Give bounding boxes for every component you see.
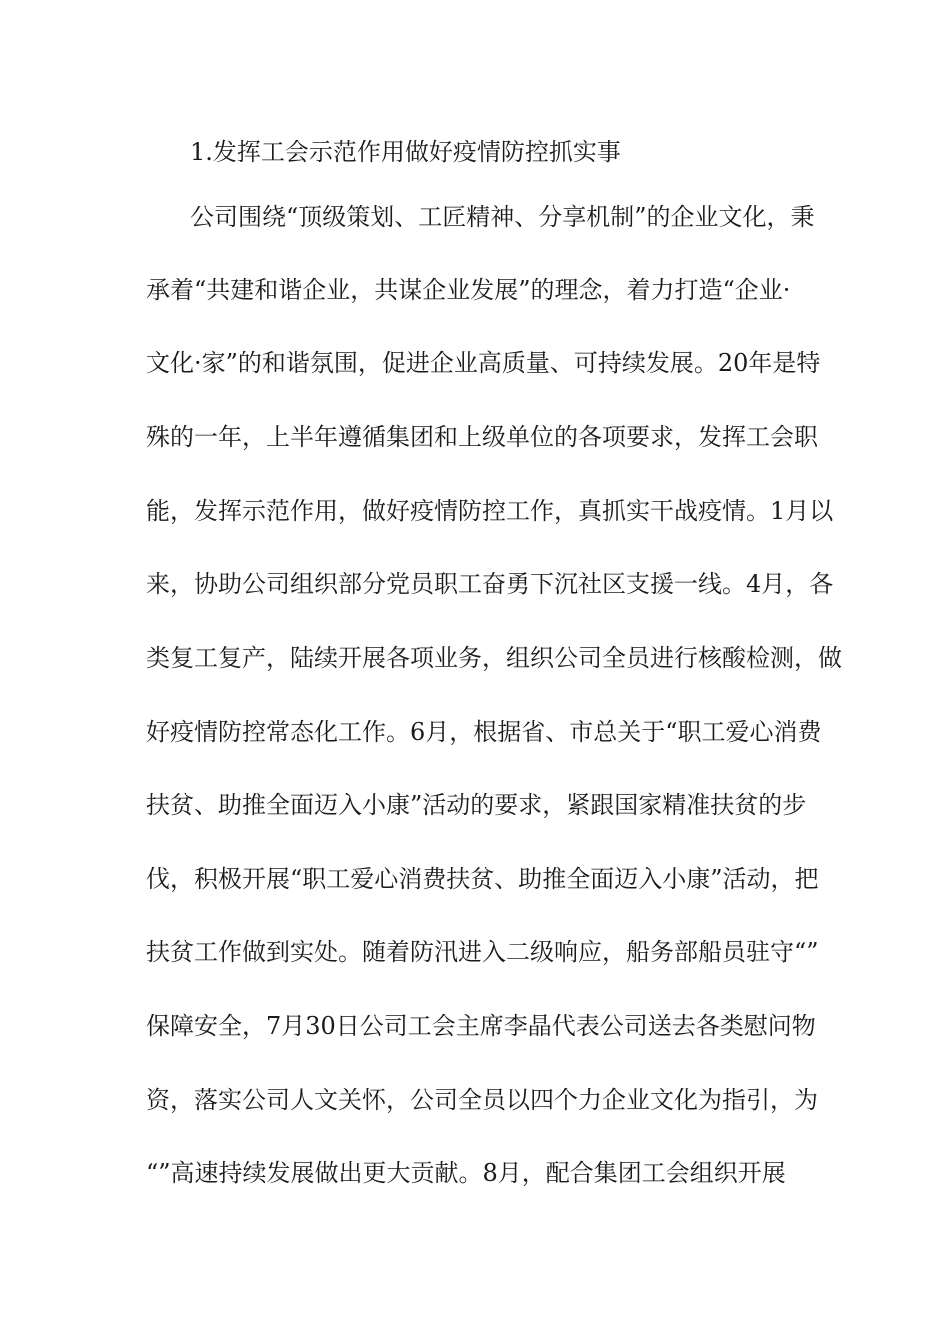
section-heading: 1.发挥工会示范作用做好疫情防控抓实事	[190, 138, 621, 166]
paragraph-line: 能，发挥示范作用，做好疫情防控工作，真抓实干战疫情。1月以	[146, 497, 834, 525]
paragraph-line: 资，落实公司人文关怀，公司全员以四个力企业文化为指引，为	[146, 1086, 818, 1114]
paragraph-line: 类复工复产，陆续开展各项业务，组织公司全员进行核酸检测，做	[146, 644, 842, 672]
paragraph-line: 来，协助公司组织部分党员职工奋勇下沉社区支援一线。4月，各	[146, 570, 834, 598]
paragraph-line: 文化·家”的和谐氛围，促进企业高质量、可持续发展。20年是特	[146, 349, 821, 377]
paragraph-line: 保障安全，7月30日公司工会主席李晶代表公司送去各类慰问物	[146, 1012, 816, 1040]
paragraph-line: 伐，积极开展“职工爱心消费扶贫、助推全面迈入小康”活动，把	[146, 865, 819, 893]
paragraph-line: 承着“共建和谐企业，共谋企业发展”的理念，着力打造“企业·	[146, 276, 791, 304]
paragraph-line: 公司围绕“顶级策划、工匠精神、分享机制”的企业文化，秉	[190, 203, 815, 231]
paragraph-line: 殊的一年，上半年遵循集团和上级单位的各项要求，发挥工会职	[146, 423, 818, 451]
paragraph-line: 好疫情防控常态化工作。6月，根据省、市总关于“职工爱心消费	[146, 718, 822, 746]
paragraph-line: “”高速持续发展做出更大贡献。8月，配合集团工会组织开展	[146, 1159, 786, 1187]
paragraph-line: 扶贫、助推全面迈入小康”活动的要求，紧跟国家精准扶贫的步	[146, 791, 807, 819]
paragraph-line: 扶贫工作做到实处。随着防汛进入二级响应，船务部船员驻守“”	[146, 938, 819, 966]
